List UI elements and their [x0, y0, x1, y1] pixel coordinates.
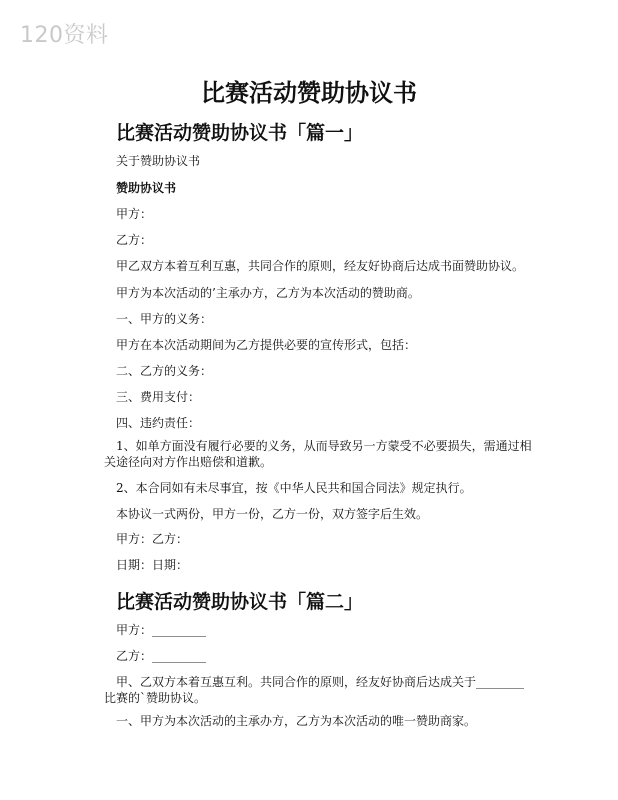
- document-title: 比赛活动赞助协议书: [201, 79, 417, 107]
- section2-paragraph: 甲、乙双方本着互惠互利。共同合作的原则，经友好协商后达成关于________比赛的`赞助协议。: [104, 675, 525, 705]
- section1-paragraph: 2、本合同如有未尽事宜，按《中华人民共和国合同法》规定执行。: [116, 481, 472, 495]
- section2-paragraph: 一、甲方为本次活动的主承办方，乙方为本次活动的唯一赞助商家。: [116, 714, 477, 728]
- section1-paragraph: 甲方为本次活动的’主承办方，乙方为本次活动的赞助商。: [116, 286, 420, 300]
- date-line: 日期：日期：: [116, 558, 189, 572]
- section1-paragraph: 甲方在本次活动期间为乙方提供必要的宣传形式，包括：: [116, 338, 417, 352]
- signature-line: 甲方：乙方：: [116, 532, 189, 546]
- section1-heading: 比赛活动赞助协议书「篇一」: [116, 122, 364, 144]
- party-b-label: 乙方：: [116, 233, 153, 247]
- party-a-label: 甲方：: [116, 207, 153, 221]
- section1-clause: 二、乙方的义务：: [116, 364, 213, 378]
- section1-paragraph: 甲乙双方本着互利互惠，共同合作的原则，经友好协商后达成书面赞助协议。: [116, 259, 525, 273]
- section1-clause: 四、违约责任：: [116, 416, 201, 430]
- section1-paragraph: 1、如单方面没有履行必要的义务，从而导致另一方蒙受不必要损失，需通过相关途径向对方作出赔偿和道歉。: [104, 439, 532, 469]
- party-b-field: 乙方：_________: [116, 649, 207, 663]
- section1-clause: 三、费用支付：: [116, 390, 201, 404]
- watermark-logo: 120资料: [20, 23, 109, 48]
- section1-clause: 一、甲方的义务：: [116, 312, 213, 326]
- section1-subheading: 赞助协议书: [116, 181, 177, 195]
- section1-paragraph: 本协议一式两份，甲方一份，乙方一份，双方签字后生效。: [116, 507, 429, 521]
- section2-heading: 比赛活动赞助协议书「篇二」: [116, 591, 364, 613]
- party-a-field: 甲方：_________: [116, 623, 207, 637]
- section1-paragraph: 关于赞助协议书: [116, 154, 201, 168]
